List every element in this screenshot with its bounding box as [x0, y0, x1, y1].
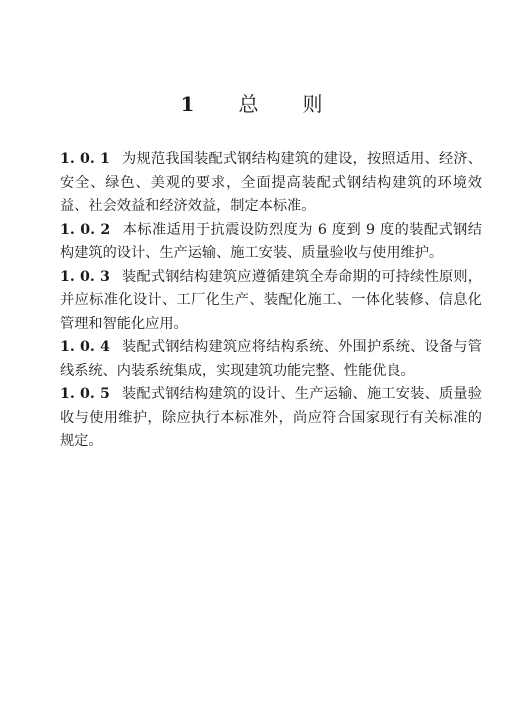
chapter-body	[60, 148, 482, 454]
clause-text: 为规范我国装配式钢结构建筑的建设，按照适用、经济、安全、绿色、美观的要求，全面提高装配式钢结构建筑的环境效益、社会效益和经济效益，制定本标准。	[60, 151, 482, 214]
clause-text: 装配式钢结构建筑应遵循建筑全寿命期的可持续性原则，并应标准化设计、工厂化生产、装配化施工、一体化装修、信息化管理和智能化应用。	[60, 268, 482, 332]
clause-number: 1. 0. 1	[60, 151, 110, 167]
clause-number: 1. 0. 2	[60, 221, 111, 238]
clause-1-0-1	[60, 148, 482, 219]
chapter-title-char-2: 则	[302, 92, 323, 116]
clause-1-0-5	[60, 383, 482, 454]
clause-number: 1. 0. 4	[60, 339, 110, 355]
clause-1-0-2	[60, 219, 482, 266]
chapter-title	[0, 88, 525, 117]
clause-text: 装配式钢结构建筑的设计、生产运输、施工安装、质量验收与使用维护，除应执行本标准外，尚应符合国家现行有关标准的规定。	[60, 386, 482, 449]
clause-number: 1. 0. 5	[60, 386, 110, 402]
clause-text: 装配式钢结构建筑应将结构系统、外围护系统、设备与管线系统、内装系统集成，实现建筑功能完整、性能优良。	[60, 339, 482, 379]
clause-1-0-4	[60, 336, 482, 383]
clause-1-0-3	[60, 266, 482, 337]
chapter-number: 1	[180, 92, 195, 116]
clause-text: 本标准适用于抗震设防烈度为 6 度到 9 度的装配式钢结构建筑的设计、生产运输、施工安装、质量验收与使用维护。	[60, 221, 482, 261]
chapter-title-char-1: 总	[238, 92, 259, 116]
clause-number: 1. 0. 3	[60, 268, 110, 285]
